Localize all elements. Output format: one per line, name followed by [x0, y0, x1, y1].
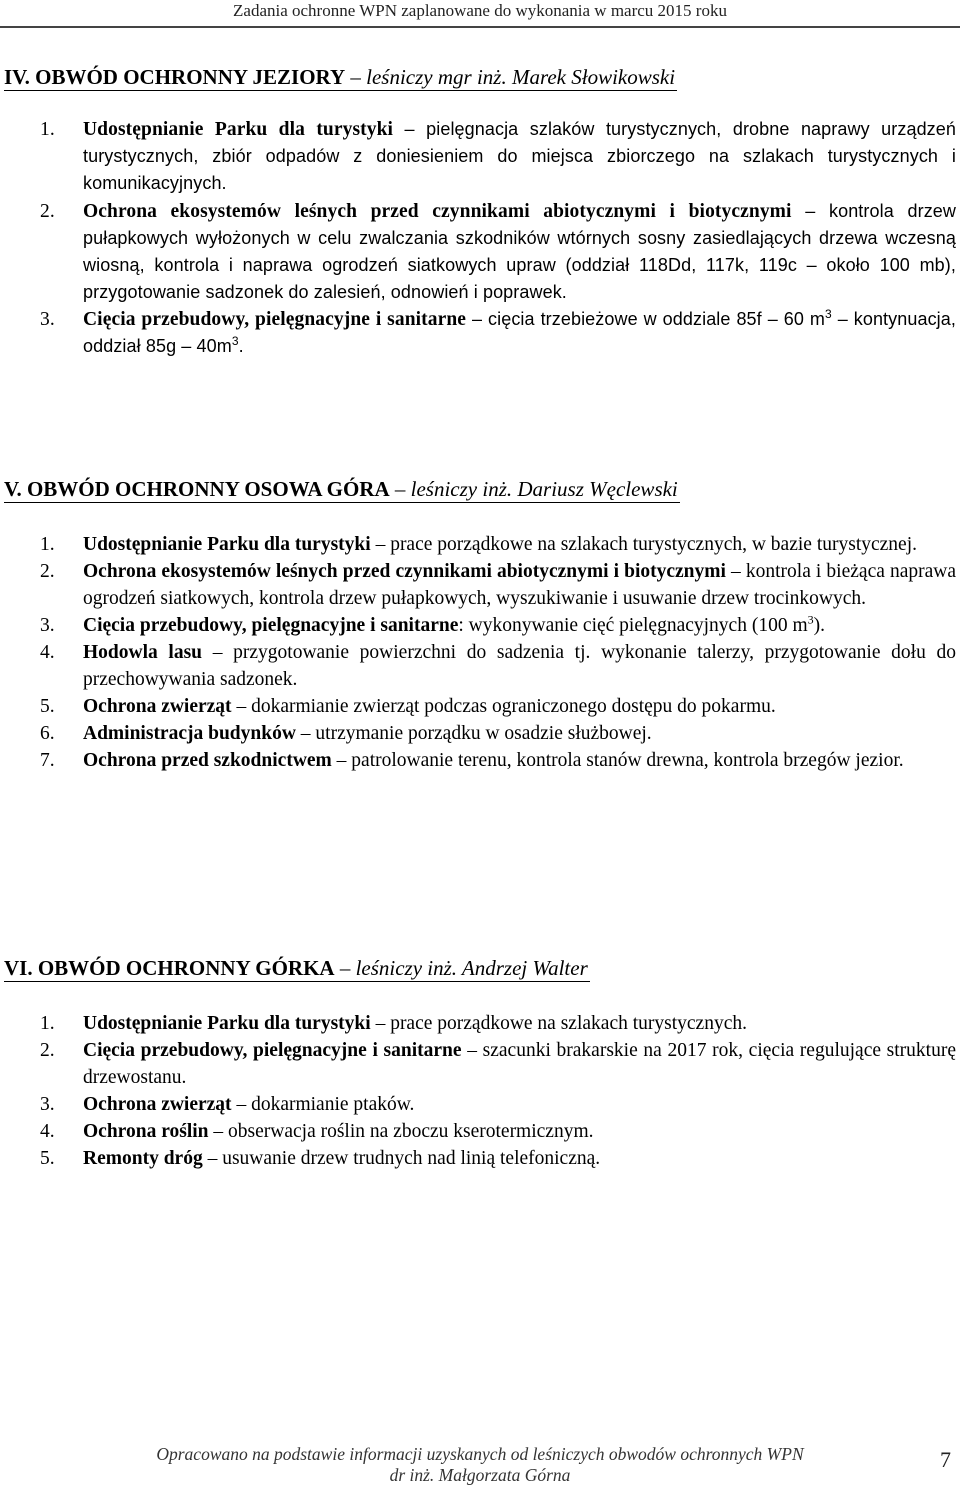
- item-number: 3.: [40, 309, 55, 330]
- list-item: [0, 1091, 960, 1118]
- section-gorka: [0, 955, 960, 1172]
- item-text: – dokarmianie ptaków.: [231, 1094, 415, 1115]
- item-number: 1.: [40, 119, 55, 140]
- item-heading: Remonty dróg: [83, 1148, 203, 1169]
- list-item: [0, 558, 960, 612]
- task-list: [0, 116, 960, 360]
- task-list: [0, 1010, 960, 1172]
- header-divider: [0, 26, 960, 28]
- item-text: : wykonywanie cięć pielęgnacyjnych (100 m: [458, 615, 808, 636]
- section-title-forester: – leśniczy inż. Dariusz Węclewski: [389, 477, 678, 501]
- item-number: 1.: [40, 1013, 55, 1034]
- item-text: – kontrola i bieżąca naprawa ogrodzeń siatkowych, kontrola drzew pułapkowych, wyszukiwanie i usuwanie drzew trocinkowych.: [83, 561, 956, 609]
- list-item: [0, 612, 960, 639]
- item-number: 3.: [40, 1094, 55, 1115]
- superscript: 3: [807, 612, 814, 627]
- list-item: [0, 693, 960, 720]
- section-title: [4, 955, 590, 982]
- list-item: [0, 1010, 960, 1037]
- item-heading: Hodowla lasu: [83, 642, 203, 663]
- item-text: – pielęgnacja szlaków turystycznych, drobne naprawy urządzeń turystycznych, zbiór odpadów z doniesieniem do miejsca zbiorczego na szlakach turystycznych i komunikacyjnych.: [83, 119, 956, 193]
- item-text: .: [238, 336, 244, 356]
- item-number: 2.: [40, 1040, 55, 1061]
- section-osowa-gora: [0, 476, 960, 774]
- item-text: – obserwacja roślin na zboczu kserotermicznym.: [208, 1121, 594, 1142]
- item-heading: Ochrona przed szkodnictwem: [83, 750, 332, 771]
- page-number: 7: [940, 1447, 951, 1472]
- list-item: [0, 116, 960, 197]
- item-text: – usuwanie drzew trudnych nad linią telefoniczną.: [202, 1148, 601, 1169]
- item-number: 5.: [40, 1148, 55, 1169]
- item-number: 3.: [40, 615, 55, 636]
- list-item: [0, 1037, 960, 1091]
- section-jeziory: [0, 64, 960, 360]
- item-heading: Ochrona roślin: [83, 1121, 209, 1142]
- section-title-forester: – leśniczy mgr inż. Marek Słowikowski: [345, 65, 676, 89]
- superscript: 3: [231, 334, 239, 348]
- item-heading: Administracja budynków: [83, 723, 296, 744]
- section-title-bold: VI. OBWÓD OCHRONNY GÓRKA: [4, 956, 335, 980]
- item-text: – patrolowanie terenu, kontrola stanów drewna, kontrola brzegów jezior.: [331, 750, 904, 771]
- section-title-bold: IV. OBWÓD OCHRONNY JEZIORY: [4, 65, 346, 89]
- superscript: 3: [824, 307, 832, 321]
- footer-author: dr inż. Małgorzata Górna: [389, 1465, 571, 1485]
- item-heading: Ochrona ekosystemów leśnych przed czynnikami abiotycznymi i biotycznymi: [83, 201, 792, 222]
- section-title: [4, 64, 677, 91]
- list-item: [0, 720, 960, 747]
- item-number: 6.: [40, 723, 55, 744]
- footer-source-note: Opracowano na podstawie informacji uzyskanych od leśniczych obwodów ochronnych WPN: [156, 1444, 804, 1464]
- section-title: [4, 476, 680, 503]
- section-title-forester: – leśniczy inż. Andrzej Walter: [334, 956, 588, 980]
- item-number: 4.: [40, 642, 55, 663]
- page-header: Zadania ochronne WPN zaplanowane do wykonania w marcu 2015 roku: [233, 1, 727, 20]
- item-number: 5.: [40, 696, 55, 717]
- list-item: [0, 747, 960, 774]
- list-item: [0, 306, 960, 360]
- item-text: – dokarmianie zwierząt podczas ograniczonego dostępu do pokarmu.: [231, 696, 776, 717]
- item-text: – kontynuacja, oddział 85g – 40m: [83, 309, 956, 356]
- task-list: [0, 531, 960, 774]
- item-text: – prace porządkowe na szlakach turystycznych, w bazie turystycznej.: [370, 534, 917, 555]
- item-number: 2.: [40, 201, 55, 222]
- item-number: 2.: [40, 561, 55, 582]
- page-footer: [0, 1444, 960, 1486]
- item-text: – utrzymanie porządku w osadzie służbowej.: [295, 723, 652, 744]
- list-item: [0, 1118, 960, 1145]
- item-heading: Ochrona zwierząt: [83, 696, 232, 717]
- list-item: [0, 198, 960, 306]
- item-heading: Cięcia przebudowy, pielęgnacyjne i sanitarne: [83, 615, 459, 636]
- item-heading: Udostępnianie Parku dla turystyki: [83, 1013, 371, 1034]
- list-item: [0, 531, 960, 558]
- item-text: – przygotowanie powierzchni do sadzenia tj. wykonanie talerzy, przygotowanie dołu do przechowywania sadzonek.: [83, 642, 956, 690]
- list-item: [0, 1145, 960, 1172]
- item-text: – cięcia trzebieżowe w oddziale 85f – 60 m: [466, 309, 825, 329]
- item-number: 1.: [40, 534, 55, 555]
- item-text: – szacunki brakarskie na 2017 rok, cięcia regulujące strukturę drzewostanu.: [83, 1040, 956, 1088]
- item-text: – kontrola drzew pułapkowych wyłożonych w celu zwalczania szkodników wtórnych sosny zasiedlających drzewa wczesną wiosną, kontrola i naprawa ogrodzeń siatkowych upraw (oddział 118Dd, 117k, 119c – około 100 mb), przygotowanie sadzonek do zalesień, odnowień i poprawek.: [83, 201, 957, 302]
- item-heading: Cięcia przebudowy, pielęgnacyjne i sanitarne: [83, 1040, 462, 1061]
- item-heading: Ochrona ekosystemów leśnych przed czynnikami abiotycznymi i biotycznymi: [83, 561, 726, 582]
- item-heading: Udostępnianie Parku dla turystyki: [83, 119, 394, 140]
- item-heading: Ochrona zwierząt: [83, 1094, 232, 1115]
- item-heading: Udostępnianie Parku dla turystyki: [83, 534, 371, 555]
- list-item: [0, 639, 960, 693]
- item-text: ).: [813, 615, 825, 636]
- section-title-bold: V. OBWÓD OCHRONNY OSOWA GÓRA: [4, 477, 390, 501]
- item-number: 4.: [40, 1121, 55, 1142]
- item-heading: Cięcia przebudowy, pielęgnacyjne i sanitarne: [83, 309, 467, 330]
- item-text: – prace porządkowe na szlakach turystycznych.: [370, 1013, 747, 1034]
- item-number: 7.: [40, 750, 55, 771]
